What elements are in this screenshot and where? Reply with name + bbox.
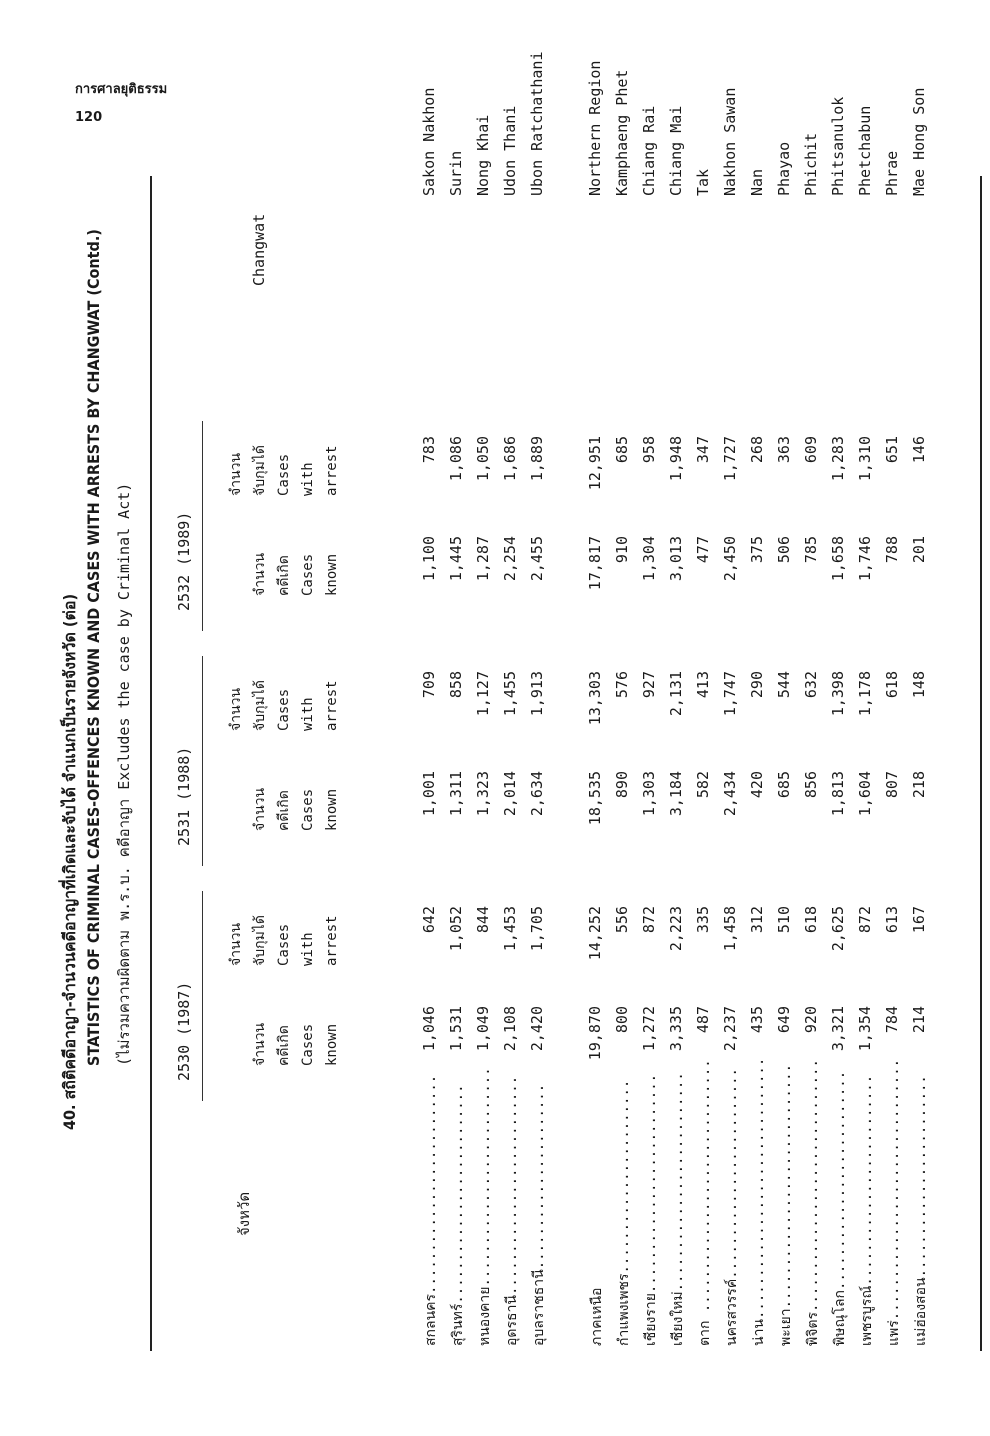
subhead-line: with [300,462,316,496]
year-rule-1989 [202,421,203,631]
subhead-line: คดีเกิด [276,790,292,831]
row-changwat-english: Nong Khai [474,114,492,196]
subhead-line: arrest [324,915,340,966]
row-value: 148 [910,671,928,699]
row-value: 2,634 [528,771,546,817]
row-changwat-english: Phetchabun [856,105,874,196]
subhead-line: จำนวน [252,552,268,596]
row-value: 613 [883,906,901,934]
table-title-english: STATISTICS OF CRIMINAL CASES-OFFENCES KNOWN AND CASES WITH ARRESTS BY CHANGWAT (Contd.) [84,229,103,1066]
row-value: 146 [910,436,928,464]
subhead-line: known [324,1023,340,1066]
year-1988: 2531 (1988) [175,746,193,846]
row-value: 1,453 [501,906,519,952]
row-value: 290 [748,671,766,699]
subhead-line: with [300,697,316,731]
row-value: 1,604 [856,771,874,817]
row-changwat-english: Phichit [802,132,820,196]
subhead-arrest-1987 [224,915,344,966]
row-value: 18,535 [586,771,604,826]
row-changwat-english: Phrae [883,150,901,196]
subhead-line: Cases [276,688,292,731]
subhead-line: จำนวน [228,922,244,966]
subhead-known-1989 [248,553,344,596]
row-changwat-english: Udon Thani [501,105,519,196]
row-value: 1,100 [420,536,438,582]
row-value: 347 [694,436,712,464]
subhead-arrest-1989 [224,445,344,496]
row-changwat-thai: เชียงใหม่.......................... [670,1072,686,1346]
row-value: 685 [775,771,793,799]
row-value: 1,531 [447,1006,465,1052]
subhead-known-1987 [248,1023,344,1066]
subhead-line: จับกุมได้ [252,915,268,966]
row-value: 544 [775,671,793,699]
subhead-line: จับกุมได้ [252,445,268,496]
row-value: 1,310 [856,436,874,482]
row-value: 2,254 [501,536,519,582]
row-changwat-thai: ตาก .............................. [697,1059,713,1346]
row-value: 3,335 [667,1006,685,1052]
row-value: 800 [613,1006,631,1034]
row-value: 576 [613,671,631,699]
row-value: 1,049 [474,1006,492,1052]
top-rule [150,176,152,1351]
row-value: 19,870 [586,1006,604,1061]
row-value: 651 [883,436,901,464]
row-changwat-thai: แม่ฮ่องสอน........................ [913,1075,929,1346]
row-value: 1,948 [667,436,685,482]
row-value: 788 [883,536,901,564]
row-value: 13,303 [586,671,604,726]
row-changwat-thai: สุรินทร์.......................... [450,1084,466,1346]
row-value: 14,252 [586,906,604,961]
row-value: 2,450 [721,536,739,582]
row-value: 2,237 [721,1006,739,1052]
year-1989: 2532 (1989) [175,511,193,611]
subhead-arrest-1988 [224,680,344,731]
row-value: 1,127 [474,671,492,717]
row-changwat-thai: ภาคเหนือ [589,1287,605,1346]
row-value: 506 [775,536,793,564]
row-changwat-thai: พิจิตร.............................. [805,1059,821,1346]
row-changwat-english: Ubon Ratchathani [528,51,546,196]
row-value: 201 [910,536,928,564]
row-value: 218 [910,771,928,799]
year-rule-1987 [202,891,203,1101]
row-value: 1,658 [829,536,847,582]
row-changwat-thai: สกลนคร.......................... [423,1074,439,1346]
row-value: 783 [420,436,438,464]
table-title-thai: 40. สถิติคดีอาญา-จำนวนคดีอาญาที่เกิดและจับได้ จำแนกเป็นรายจังหวัด (ต่อ) [60,593,79,1130]
row-value: 363 [775,436,793,464]
row-value: 487 [694,1006,712,1034]
row-value: 856 [802,771,820,799]
row-value: 649 [775,1006,793,1034]
row-value: 1,889 [528,436,546,482]
row-changwat-english: Surin [447,150,465,196]
subhead-known-1988 [248,788,344,831]
bottom-rule [980,176,982,1351]
row-value: 2,625 [829,906,847,952]
row-value: 268 [748,436,766,464]
row-value: 214 [910,1006,928,1034]
row-value: 420 [748,771,766,799]
row-value: 556 [613,906,631,934]
row-changwat-thai: อุบลราชธานี...................... [531,1083,547,1346]
row-changwat-thai: หนองคาย.......................... [477,1067,493,1346]
row-value: 1,311 [447,771,465,817]
row-changwat-thai: พิษณุโลก.......................... [832,1070,848,1346]
row-changwat-thai: แพร่............................... [886,1058,902,1346]
row-value: 477 [694,536,712,564]
subhead-line: with [300,932,316,966]
row-value: 872 [640,906,658,934]
row-value: 510 [775,906,793,934]
row-value: 413 [694,671,712,699]
year-rule-1988 [202,656,203,866]
subhead-line: arrest [324,445,340,496]
subhead-line: จำนวน [252,787,268,831]
subhead-line: จำนวน [252,1022,268,1066]
row-changwat-english: Nan [748,168,766,196]
row-value: 312 [748,906,766,934]
row-changwat-thai: กำแพงเพชร....................... [616,1079,632,1346]
row-value: 17,817 [586,536,604,591]
row-value: 872 [856,906,874,934]
row-value: 1,304 [640,536,658,582]
col-heading-thai: จังหวัด [235,1191,253,1236]
row-value: 1,303 [640,771,658,817]
row-value: 1,398 [829,671,847,717]
row-changwat-thai: เพชรบูรณ์......................... [859,1074,875,1346]
row-changwat-thai: อุดรธานี.......................... [504,1075,520,1346]
subhead-line: known [324,553,340,596]
row-changwat-english: Phayao [775,141,793,196]
row-value: 3,184 [667,771,685,817]
row-value: 1,458 [721,906,739,952]
col-heading-english: Changwat [250,213,268,286]
row-value: 685 [613,436,631,464]
row-value: 1,445 [447,536,465,582]
row-value: 910 [613,536,631,564]
subhead-line: จับกุมได้ [252,680,268,731]
row-value: 920 [802,1006,820,1034]
subhead-line: Cases [300,788,316,831]
row-value: 1,727 [721,436,739,482]
row-value: 1,086 [447,436,465,482]
row-value: 2,434 [721,771,739,817]
row-value: 375 [748,536,766,564]
row-changwat-english: Chiang Rai [640,105,658,196]
row-value: 2,420 [528,1006,546,1052]
row-value: 1,287 [474,536,492,582]
row-changwat-english: Tak [694,168,712,196]
subhead-line: Cases [300,553,316,596]
year-1987: 2530 (1987) [175,981,193,1081]
row-value: 3,321 [829,1006,847,1052]
row-value: 2,455 [528,536,546,582]
row-value: 618 [802,906,820,934]
row-value: 1,705 [528,906,546,952]
row-changwat-thai: พะเยา............................. [778,1063,794,1346]
row-value: 609 [802,436,820,464]
row-value: 784 [883,1006,901,1034]
subhead-line: คดีเกิด [276,1025,292,1066]
row-value: 1,747 [721,671,739,717]
row-changwat-english: Sakon Nakhon [420,87,438,196]
row-value: 1,283 [829,436,847,482]
subhead-line: arrest [324,680,340,731]
row-changwat-english: Chiang Mai [667,105,685,196]
subhead-line: คดีเกิด [276,555,292,596]
row-value: 1,001 [420,771,438,817]
row-value: 927 [640,671,658,699]
row-value: 1,050 [474,436,492,482]
subhead-line: known [324,788,340,831]
row-value: 1,272 [640,1006,658,1052]
row-value: 2,131 [667,671,685,717]
row-value: 1,455 [501,671,519,717]
row-value: 807 [883,771,901,799]
row-value: 2,108 [501,1006,519,1052]
row-value: 642 [420,906,438,934]
row-value: 1,686 [501,436,519,482]
subhead-line: จำนวน [228,452,244,496]
row-value: 785 [802,536,820,564]
row-value: 1,746 [856,536,874,582]
row-changwat-english: Phitsanulok [829,96,847,196]
subhead-line: Cases [276,923,292,966]
row-value: 632 [802,671,820,699]
table-subtitle: (ไม่รวมความผิดตาม พ.ร.บ. คดีอาญา Excludes the case by Criminal Act) [115,482,133,1066]
publisher-label: การศาลยุติธรรม [75,82,168,97]
subhead-line: Cases [300,1023,316,1066]
row-value: 958 [640,436,658,464]
subhead-line: จำนวน [228,687,244,731]
row-value: 1,046 [420,1006,438,1052]
row-changwat-english: Mae Hong Son [910,87,928,196]
row-value: 858 [447,671,465,699]
row-changwat-english: Northern Region [586,60,604,196]
subhead-line: Cases [276,453,292,496]
row-changwat-thai: น่าน............................... [751,1057,767,1346]
row-value: 844 [474,906,492,934]
row-value: 1,913 [528,671,546,717]
row-value: 1,323 [474,771,492,817]
row-value: 335 [694,906,712,934]
row-value: 1,813 [829,771,847,817]
row-changwat-thai: เชียงราย.......................... [643,1073,659,1346]
row-changwat-thai: นครสวรรค์......................... [724,1068,740,1346]
row-value: 1,052 [447,906,465,952]
row-value: 1,354 [856,1006,874,1052]
row-changwat-english: Kamphaeng Phet [613,69,631,196]
row-value: 890 [613,771,631,799]
row-value: 167 [910,906,928,934]
row-value: 582 [694,771,712,799]
row-value: 435 [748,1006,766,1034]
row-value: 3,013 [667,536,685,582]
row-value: 1,178 [856,671,874,717]
page-number: 120 [75,110,103,125]
row-value: 2,014 [501,771,519,817]
row-value: 2,223 [667,906,685,952]
row-changwat-english: Nakhon Sawan [721,87,739,196]
row-value: 618 [883,671,901,699]
row-value: 709 [420,671,438,699]
row-value: 12,951 [586,436,604,491]
